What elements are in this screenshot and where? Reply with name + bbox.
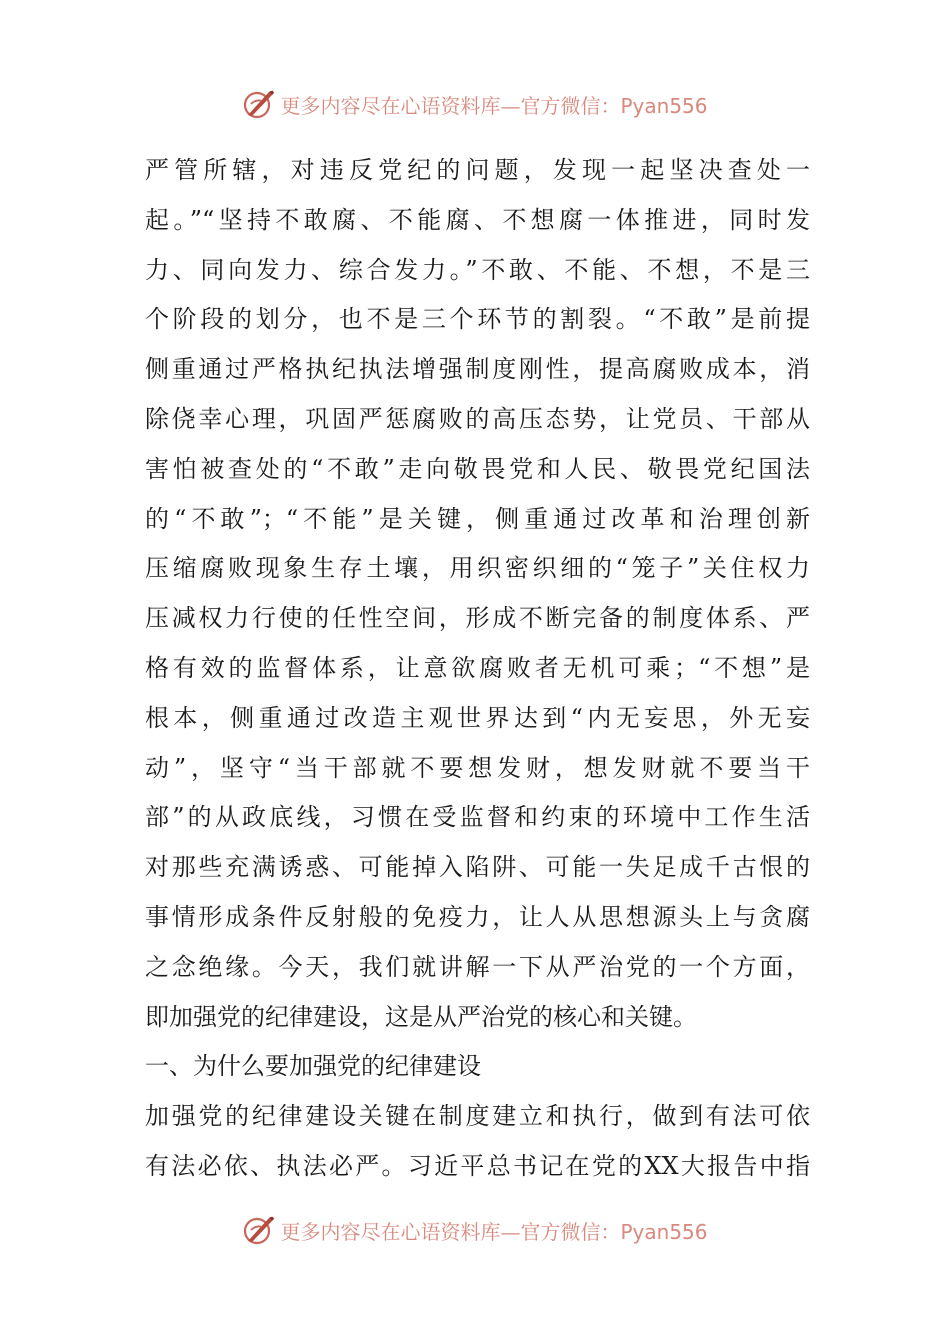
text-line-9: 压缩腐败现象生存土壤，用织密织细的“笼子”关住权力 — [145, 554, 810, 583]
footer-watermark — [0, 1210, 950, 1250]
quill-logo-icon — [242, 1213, 276, 1247]
text-line-8: 的“不敢”；“不能”是关键，侧重通过改革和治理创新 — [145, 504, 810, 533]
text-line-6: 除侥幸心理，巩固严惩腐败的高压态势，让党员、干部从 — [145, 404, 810, 433]
header-watermark — [0, 84, 950, 124]
watermark-main-text: 更多内容尽在心语资料库—官方微信： — [280, 1219, 621, 1244]
text-line-12: 根本，侧重通过改造主观世界达到“内无妄思，外无妄 — [145, 703, 810, 732]
text-line-2: 起。”“坚持不敢腐、不能腐、不想腐一体推进，同时发 — [145, 205, 810, 234]
watermark-main-text: 更多内容尽在心语资料库—官方微信： — [280, 93, 621, 118]
text-line-18: 即加强党的纪律建设，这是从严治党的核心和关键。 — [145, 1002, 697, 1031]
section-heading: 一、为什么要加强党的纪律建设 — [145, 1052, 481, 1081]
text-line-16: 事情形成条件反射般的免疫力，让人从思想源头上与贪腐 — [145, 902, 810, 931]
watermark-text — [280, 90, 707, 119]
text-line-15: 对那些充满诱惑、可能掉入陷阱、可能一失足成千古恨的 — [145, 853, 810, 882]
quill-logo-icon — [242, 87, 276, 121]
text-line-5: 侧重通过严格执纪执法增强制度刚性，提高腐败成本，消 — [145, 355, 810, 384]
watermark-wechat-id: Pyan556 — [620, 93, 708, 118]
text-line-10: 压减权力行使的任性空间，形成不断完备的制度体系、严 — [145, 604, 810, 633]
text-line-14: 部”的从政底线，习惯在受监督和约束的环境中工作生活 — [145, 803, 810, 832]
text-line-21: 有法必依、执法必严。习近平总书记在党的XX大报告中指 — [145, 1151, 810, 1180]
text-line-3: 力、同向发力、综合发力。”不敢、不能、不想，不是三 — [145, 255, 810, 284]
text-line-13: 动”，坚守“当干部就不要想发财，想发财就不要当干 — [145, 753, 810, 782]
text-line-17: 之念绝缘。今天，我们就讲解一下从严治党的一个方面， — [145, 952, 810, 981]
document-body — [145, 146, 810, 1192]
watermark-wechat-id: Pyan556 — [620, 1219, 708, 1244]
text-line-11: 格有效的监督体系，让意欲腐败者无机可乘；“不想”是 — [145, 653, 810, 682]
text-line-1: 严管所辖，对违反党纪的问题，发现一起坚决查处一 — [145, 156, 810, 184]
watermark-text — [280, 1216, 707, 1245]
text-line-4: 个阶段的划分，也不是三个环节的割裂。“不敢”是前提 — [145, 305, 810, 334]
text-line-7: 害怕被查处的“不敢”走向敬畏党和人民、敬畏党纪国法 — [145, 454, 810, 483]
text-line-20: 加强党的纪律建设关键在制度建立和执行，做到有法可依 — [145, 1102, 810, 1131]
